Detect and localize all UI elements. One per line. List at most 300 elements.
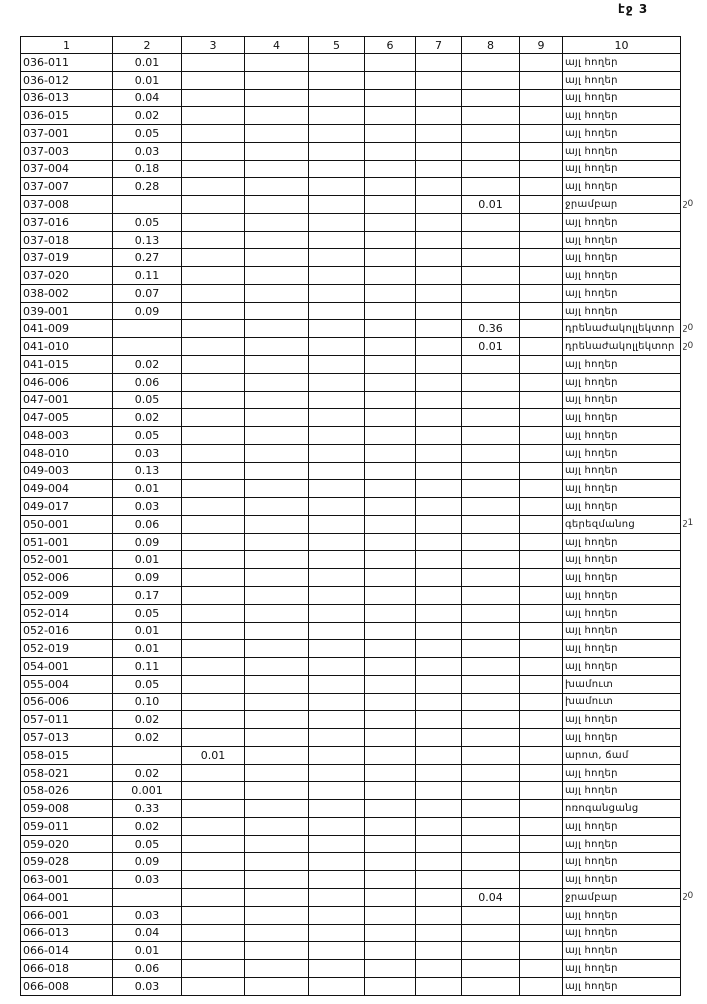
area-col2-cell: 0.02 [113,711,182,729]
empty-cell [520,817,563,835]
area-col8-cell [462,871,520,889]
empty-cell [309,622,365,640]
table-row [21,391,681,409]
empty-cell [309,960,365,978]
table-row [21,924,681,942]
empty-cell [416,338,462,356]
table-row [21,267,681,285]
area-col2-cell [113,320,182,338]
table-row [21,711,681,729]
empty-cell [245,729,309,747]
empty-cell [416,871,462,889]
area-col3-cell [182,444,245,462]
empty-cell [245,977,309,995]
area-col2-cell: 0.11 [113,658,182,676]
empty-cell [365,604,416,622]
table-row [21,427,681,445]
empty-cell [520,515,563,533]
parcel-code-cell: 050-001 [21,515,113,533]
empty-cell [416,71,462,89]
column-header: 2 [113,37,182,54]
area-col2-cell [113,196,182,214]
empty-cell [245,125,309,143]
area-col2-cell [113,746,182,764]
area-col3-cell [182,960,245,978]
empty-cell [365,871,416,889]
column-header: 5 [309,37,365,54]
area-col8-cell [462,693,520,711]
empty-cell [416,54,462,72]
empty-cell [520,906,563,924]
table-row [21,622,681,640]
parcel-code-cell: 066-018 [21,960,113,978]
margin-mark: շ0 [683,891,694,902]
empty-cell [365,54,416,72]
empty-cell [416,125,462,143]
empty-cell [245,213,309,231]
land-type-cell: այլ հողեր [563,711,681,729]
area-col3-cell [182,54,245,72]
land-type-cell: այլ հողեր [563,391,681,409]
area-col3-cell [182,515,245,533]
area-col8-cell [462,249,520,267]
empty-cell [416,515,462,533]
area-col8-cell [462,427,520,445]
empty-cell [245,622,309,640]
empty-cell [416,373,462,391]
empty-cell [520,409,563,427]
empty-cell [416,622,462,640]
area-col2-cell: 0.09 [113,853,182,871]
parcel-code-cell: 066-008 [21,977,113,995]
area-col3-cell [182,178,245,196]
empty-cell [520,373,563,391]
empty-cell [416,284,462,302]
area-col2-cell: 0.11 [113,267,182,285]
parcel-code-cell: 057-011 [21,711,113,729]
empty-cell [416,782,462,800]
empty-cell [245,853,309,871]
empty-cell [309,338,365,356]
land-type-cell: այլ հողեր [563,782,681,800]
table-row [21,551,681,569]
parcel-code-cell: 052-016 [21,622,113,640]
empty-cell [245,693,309,711]
area-col8-cell [462,942,520,960]
land-type-cell: այլ հողեր [563,356,681,374]
empty-cell [309,853,365,871]
empty-cell [520,569,563,587]
empty-cell [309,373,365,391]
empty-cell [309,586,365,604]
area-col3-cell [182,533,245,551]
table-row [21,142,681,160]
parcel-code-cell: 041-010 [21,338,113,356]
empty-cell [416,498,462,516]
area-col8-cell [462,160,520,178]
empty-cell [520,356,563,374]
empty-cell [416,409,462,427]
parcel-code-cell: 037-003 [21,142,113,160]
empty-cell [245,427,309,445]
empty-cell [520,746,563,764]
margin-mark: շ0 [683,340,694,351]
table-row [21,54,681,72]
area-col8-cell: 0.01 [462,196,520,214]
area-col2-cell: 0.02 [113,356,182,374]
table-row [21,693,681,711]
empty-cell [309,569,365,587]
table-row [21,533,681,551]
empty-cell [520,551,563,569]
empty-cell [365,569,416,587]
empty-cell [365,782,416,800]
area-col3-cell [182,462,245,480]
area-col8-cell: 0.04 [462,888,520,906]
area-col3-cell [182,622,245,640]
empty-cell [309,444,365,462]
empty-cell [309,711,365,729]
margin-mark: շ0 [683,322,694,333]
land-type-cell: այլ հողեր [563,160,681,178]
empty-cell [365,213,416,231]
area-col3-cell [182,302,245,320]
area-col3-cell [182,977,245,995]
empty-cell [245,942,309,960]
area-col3-cell [182,356,245,374]
area-col8-cell [462,107,520,125]
parcel-code-cell: 066-014 [21,942,113,960]
empty-cell [520,71,563,89]
empty-cell [416,835,462,853]
empty-cell [245,924,309,942]
table-body [21,54,681,996]
land-type-cell: արոտ, ճամ [563,746,681,764]
empty-cell [365,320,416,338]
land-type-cell: այլ հողեր [563,231,681,249]
empty-cell [520,924,563,942]
area-col3-cell [182,586,245,604]
area-col8-cell [462,125,520,143]
empty-cell [365,888,416,906]
empty-cell [309,54,365,72]
land-type-cell: այլ հողեր [563,977,681,995]
empty-cell [365,356,416,374]
parcel-code-cell: 036-015 [21,107,113,125]
parcel-code-cell: 057-013 [21,729,113,747]
land-type-cell: այլ հողեր [563,427,681,445]
empty-cell [520,338,563,356]
empty-cell [245,178,309,196]
empty-cell [245,462,309,480]
empty-cell [309,817,365,835]
area-col8-cell [462,71,520,89]
empty-cell [416,604,462,622]
empty-cell [309,320,365,338]
empty-cell [520,871,563,889]
area-col2-cell: 0.09 [113,302,182,320]
empty-cell [520,231,563,249]
area-col8-cell [462,498,520,516]
area-col3-cell [182,906,245,924]
empty-cell [416,693,462,711]
land-type-cell: խամուտ [563,693,681,711]
empty-cell [520,160,563,178]
empty-cell [520,977,563,995]
empty-cell [416,640,462,658]
empty-cell [309,640,365,658]
empty-cell [365,125,416,143]
empty-cell [309,427,365,445]
area-col8-cell [462,356,520,374]
area-col3-cell [182,693,245,711]
table-row [21,107,681,125]
empty-cell [309,533,365,551]
empty-cell [365,586,416,604]
land-type-cell: այլ հողեր [563,267,681,285]
empty-cell [365,906,416,924]
area-col2-cell: 0.03 [113,871,182,889]
area-col8-cell [462,373,520,391]
table-row [21,515,681,533]
area-col3-cell [182,764,245,782]
table-row [21,888,681,906]
empty-cell [245,586,309,604]
empty-cell [245,284,309,302]
empty-cell [365,284,416,302]
area-col8-cell [462,853,520,871]
empty-cell [309,977,365,995]
area-col8-cell [462,782,520,800]
land-type-cell: դրենաժակոլլեկտոր [563,338,681,356]
parcel-code-cell: 066-013 [21,924,113,942]
area-col3-cell [182,675,245,693]
empty-cell [365,817,416,835]
area-col2-cell: 0.03 [113,498,182,516]
area-col2-cell [113,338,182,356]
parcel-code-cell: 047-005 [21,409,113,427]
area-col2-cell: 0.02 [113,107,182,125]
area-col2-cell: 0.09 [113,533,182,551]
empty-cell [365,551,416,569]
land-type-cell: այլ հողեր [563,764,681,782]
area-col8-cell [462,462,520,480]
parcel-code-cell: 049-004 [21,480,113,498]
area-col2-cell: 0.02 [113,409,182,427]
parcel-code-cell: 041-009 [21,320,113,338]
empty-cell [309,746,365,764]
empty-cell [365,462,416,480]
empty-cell [520,782,563,800]
empty-cell [365,107,416,125]
empty-cell [245,782,309,800]
empty-cell [245,835,309,853]
land-type-cell: այլ հողեր [563,853,681,871]
table-row [21,249,681,267]
empty-cell [416,320,462,338]
empty-cell [416,89,462,107]
parcel-code-cell: 037-016 [21,213,113,231]
parcel-code-cell: 036-012 [21,71,113,89]
area-col3-cell [182,320,245,338]
empty-cell [416,942,462,960]
empty-cell [245,604,309,622]
area-col8-cell [462,906,520,924]
area-col2-cell: 0.02 [113,729,182,747]
empty-cell [520,604,563,622]
empty-cell [365,800,416,818]
area-col2-cell: 0.01 [113,622,182,640]
empty-cell [416,817,462,835]
area-col8-cell [462,729,520,747]
empty-cell [245,711,309,729]
area-col2-cell [113,888,182,906]
empty-cell [520,196,563,214]
parcel-code-cell: 058-026 [21,782,113,800]
empty-cell [245,800,309,818]
area-col2-cell: 0.28 [113,178,182,196]
column-header: 6 [365,37,416,54]
empty-cell [245,267,309,285]
land-type-cell: այլ հողեր [563,622,681,640]
column-header: 1 [21,37,113,54]
empty-cell [520,302,563,320]
empty-cell [309,462,365,480]
empty-cell [416,800,462,818]
column-header: 3 [182,37,245,54]
area-col8-cell [462,391,520,409]
empty-cell [520,942,563,960]
table-row [21,640,681,658]
empty-cell [416,586,462,604]
land-type-cell: այլ հողեր [563,142,681,160]
land-type-cell: այլ հողեր [563,71,681,89]
land-type-cell: այլ հողեր [563,125,681,143]
empty-cell [309,142,365,160]
parcel-code-cell: 064-001 [21,888,113,906]
table-row [21,729,681,747]
empty-cell [365,675,416,693]
empty-cell [245,89,309,107]
land-type-cell: այլ հողեր [563,569,681,587]
empty-cell [245,551,309,569]
empty-cell [309,267,365,285]
empty-cell [365,835,416,853]
empty-cell [245,746,309,764]
table-row [21,746,681,764]
area-col2-cell: 0.13 [113,231,182,249]
parcel-code-cell: 049-017 [21,498,113,516]
land-type-cell: այլ հողեր [563,498,681,516]
table-row [21,835,681,853]
table-row [21,302,681,320]
table-row [21,213,681,231]
area-col3-cell [182,267,245,285]
empty-cell [365,231,416,249]
parcel-code-cell: 038-002 [21,284,113,302]
land-type-cell: այլ հողեր [563,54,681,72]
empty-cell [365,711,416,729]
empty-cell [309,231,365,249]
parcel-code-cell: 059-011 [21,817,113,835]
area-col3-cell [182,888,245,906]
empty-cell [245,515,309,533]
empty-cell [245,764,309,782]
empty-cell [309,89,365,107]
land-ledger-table [20,36,681,996]
empty-cell [520,320,563,338]
area-col2-cell: 0.13 [113,462,182,480]
area-col2-cell: 0.10 [113,693,182,711]
area-col3-cell [182,853,245,871]
empty-cell [245,373,309,391]
empty-cell [416,462,462,480]
empty-cell [309,302,365,320]
column-header: 9 [520,37,563,54]
land-type-cell: այլ հողեր [563,480,681,498]
area-col3-cell [182,835,245,853]
empty-cell [520,675,563,693]
empty-cell [416,675,462,693]
empty-cell [520,480,563,498]
land-type-cell: այլ հողեր [563,658,681,676]
empty-cell [365,409,416,427]
empty-cell [365,178,416,196]
parcel-code-cell: 052-014 [21,604,113,622]
empty-cell [416,160,462,178]
area-col2-cell: 0.04 [113,924,182,942]
empty-cell [365,622,416,640]
empty-cell [365,267,416,285]
area-col3-cell [182,817,245,835]
land-type-cell: ջրամբար [563,196,681,214]
land-type-cell: այլ հողեր [563,640,681,658]
table-row [21,284,681,302]
empty-cell [245,71,309,89]
empty-cell [416,302,462,320]
table-row [21,196,681,214]
empty-cell [416,853,462,871]
empty-cell [416,213,462,231]
area-col2-cell: 0.03 [113,444,182,462]
empty-cell [309,71,365,89]
land-type-cell: այլ հողեր [563,373,681,391]
empty-cell [365,658,416,676]
area-col2-cell: 0.01 [113,480,182,498]
land-type-cell: այլ հողեր [563,924,681,942]
area-col8-cell [462,551,520,569]
area-col3-cell [182,551,245,569]
empty-cell [520,89,563,107]
parcel-code-cell: 046-006 [21,373,113,391]
area-col3-cell [182,924,245,942]
area-col3-cell [182,800,245,818]
area-col2-cell: 0.02 [113,764,182,782]
area-col2-cell: 0.03 [113,977,182,995]
area-col2-cell: 0.05 [113,675,182,693]
parcel-code-cell: 052-019 [21,640,113,658]
empty-cell [416,569,462,587]
land-type-cell: խամուտ [563,675,681,693]
empty-cell [309,551,365,569]
table-row [21,444,681,462]
area-col3-cell [182,284,245,302]
empty-cell [416,249,462,267]
table-row [21,782,681,800]
land-type-cell: այլ հողեր [563,302,681,320]
empty-cell [520,125,563,143]
land-type-cell: այլ հողեր [563,409,681,427]
